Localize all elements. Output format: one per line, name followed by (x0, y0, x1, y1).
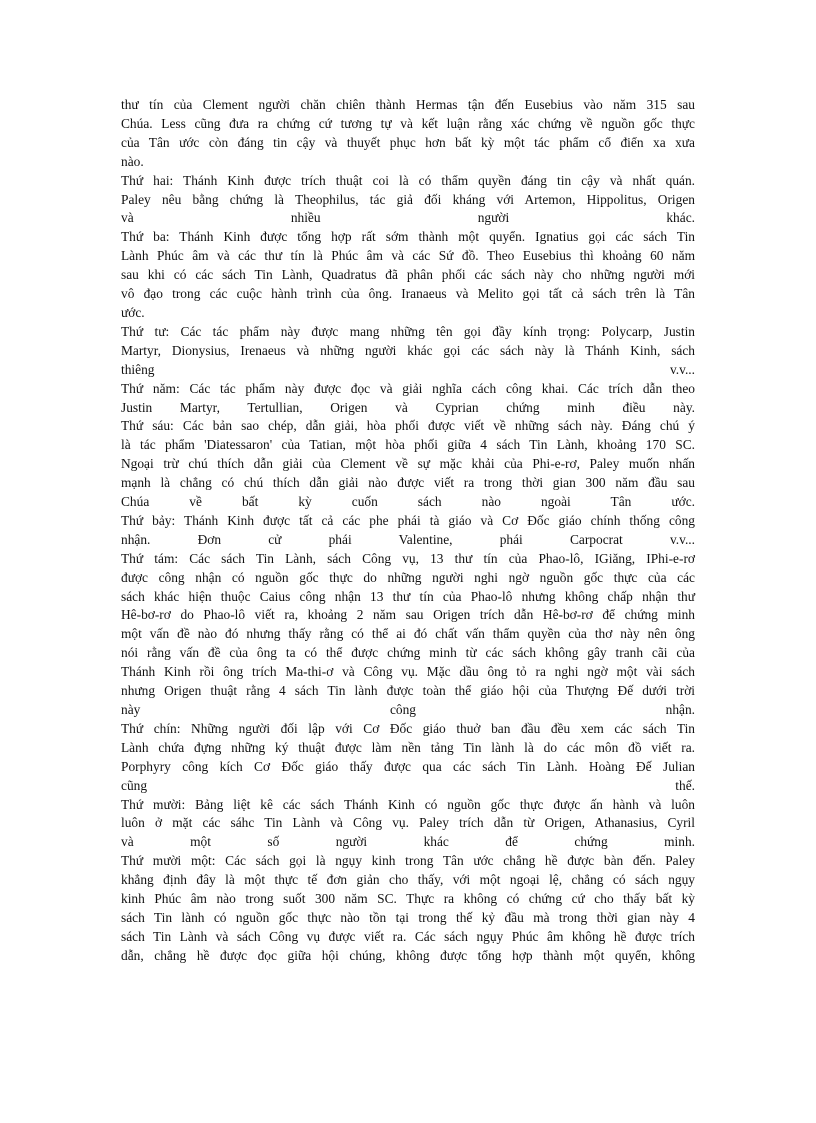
text-line: Hê-bơ-rơ do Phao-lô viết ra, khoảng 2 năm sau Origen trích dẫn Hê-bơ-rơ để chứng minh (121, 607, 695, 623)
document-page (121, 96, 695, 966)
text-line: Porphyry công kích Cơ Đốc giáo thấy được qua các sách Tin Lành. Hoàng Đế Julian (121, 758, 695, 774)
text-line: nhận. Đơn cử phái Valentine, phái Carpocrat v.v... (121, 531, 695, 547)
text-line: sau khi có các sách Tin Lành, Quadratus đã phân phối các sách này cho những người mới (121, 267, 695, 283)
text-line: Thứ mười một: Các sách gọi là ngụy kinh trong Tân ước chẳng hề được bàn đến. Paley (121, 853, 695, 869)
text-line: Chúa. Less cũng đưa ra chứng cứ tương tự và kết luận rằng xác chứng về nguồn gốc thực (121, 115, 695, 131)
text-line: nói rằng vấn đề của ông ta có thể được chứng minh từ các sách không gây tranh cãi của (121, 645, 695, 661)
text-line: nhưng Origen thuật rằng 4 sách Tin lành được toàn thể giáo hội của Thượng Đế dưới trời (121, 683, 695, 699)
text-line: sách Tin Lành và sách Công vụ được viết ra. Các sách ngụy Phúc âm không hề được trích (121, 928, 695, 944)
text-line: kinh Phúc âm nào trong suốt 300 năm SC. Thực ra không có chứng cứ cho thấy bất kỳ (121, 891, 695, 907)
text-line: là tác phẩm 'Diatessaron' của Tatian, một hòa phối giữa 4 sách Tin Lành, khoảng 170 SC. (121, 437, 695, 453)
text-line: sách khác hiện thuộc Caius công nhận 13 thư tín của Phao-lô nhưng không chấp nhận thư (121, 588, 695, 604)
text-line: Thứ bảy: Thánh Kinh được tất cả các phe phái tà giáo và Cơ Đốc giáo chính thống công (121, 512, 695, 528)
text-line: dẫn, chẳng hề được đọc giữa hội chúng, không được tổng hợp thành một quyển, không (121, 947, 695, 963)
text-line: một vấn đề nào đó nhưng thấy rằng có thể ai đó chất vấn thẩm quyền của thơ này nên ông (121, 626, 695, 642)
text-line: luôn ở mặt các sáhc Tin Lành và Công vụ. Paley trích dẫn từ Origen, Athanasius, Cyril (121, 815, 695, 831)
text-line: Lành Phúc âm và các thư tín là Phúc âm và các Sứ đồ. Theo Eusebius thì khoảng 60 năm (121, 248, 695, 264)
text-line: thư tín của Clement người chăn chiên thành Hermas tận đến Eusebius vào năm 315 sau (121, 97, 695, 112)
text-line: Thứ tư: Các tác phẩm này được mang những tên gọi đầy kính trọng: Polycarp, Justin (121, 323, 695, 339)
text-line: mạnh là chẳng có chú thích dẫn giải nào được viết ra trong thời gian 300 năm đầu sau (121, 475, 695, 491)
text-line: Thứ mười: Bảng liệt kê các sách Thánh Kinh có nguồn gốc thực được ấn hành và luôn (121, 796, 695, 812)
text-line: sách Tin lành có nguồn gốc thực nào tồn tại trong thế kỷ đầu mà trong thời gian này 4 (121, 909, 695, 925)
text-line: cũng thế. (121, 777, 695, 793)
text-line: vô đạo trong các cuộc hành trình của ông. Iranaeus và Melito gọi tất cả sách trên là Tân (121, 286, 695, 302)
text-line: Martyr, Dionysius, Irenaeus và những người khác gọi các sách này là Thánh Kinh, sách (121, 342, 695, 358)
text-line: thiêng v.v... (121, 361, 695, 377)
text-line: Chúa về bất kỳ cuốn sách nào ngoài Tân ước. (121, 494, 695, 510)
text-line: Thứ hai: Thánh Kinh được trích thuật coi là có thẩm quyền đáng tin cậy và nhất quán. (121, 172, 695, 188)
text-line: khẳng định đây là một thực tế đơn giản cho thấy, với một ngoại lệ, chẳng có sách ngụy (121, 872, 695, 888)
text-line: Thánh Kinh rồi ông trích Ma-thi-ơ và Công vụ. Mặc dầu ông tỏ ra nghi ngờ một vài sách (121, 664, 695, 680)
text-line: Paley nêu bằng chứng là Theophilus, tác giả đối kháng với Artemon, Hippolitus, Origen (121, 191, 695, 207)
text-line: Lành chứa đựng những ký thuật được làm nền tảng Tin lành là do các môn đồ viết ra. (121, 739, 695, 755)
text-line: ước. (121, 304, 145, 320)
text-line: Justin Martyr, Tertullian, Origen và Cyprian chứng minh điều này. (121, 399, 695, 415)
text-line: này công nhận. (121, 702, 695, 717)
text-line: Ngoại trừ chú thích dẫn giải của Clement về sự mặc khải của Phi-e-rơ, Paley muốn nhấn (121, 456, 695, 472)
text-line: và một số người khác để chứng minh. (121, 834, 695, 850)
text-line: Thứ sáu: Các bản sao chép, dẫn giải, hòa phối được viết về những sách này. Đáng chú ý (121, 418, 695, 434)
text-line: Thứ ba: Thánh Kinh được tổng hợp rất sớm thành một quyển. Ignatius gọi các sách Tin (121, 229, 695, 245)
text-line: Thứ năm: Các tác phẩm này được đọc và giải nghĩa cách công khai. Các trích dẫn theo (121, 380, 695, 396)
text-line: được công nhận có nguồn gốc thực do những người nghi ngờ nguồn gốc thực của các (121, 569, 695, 585)
text-line: và nhiều người khác. (121, 210, 695, 226)
text-line: Thứ tám: Các sách Tin Lành, sách Công vụ, 13 thư tín của Phao-lô, IGiăng, IPhi-e-rơ (121, 550, 695, 566)
text-line: nào. (121, 153, 144, 169)
text-line: Thứ chín: Những người đối lập với Cơ Đốc giáo thuở ban đầu đều xem các sách Tin (121, 720, 695, 736)
text-line: của Tân ước còn đáng tin cậy và thuyết phục hơn bất kỳ một tác phẩm cổ điển xa xưa (121, 134, 695, 150)
